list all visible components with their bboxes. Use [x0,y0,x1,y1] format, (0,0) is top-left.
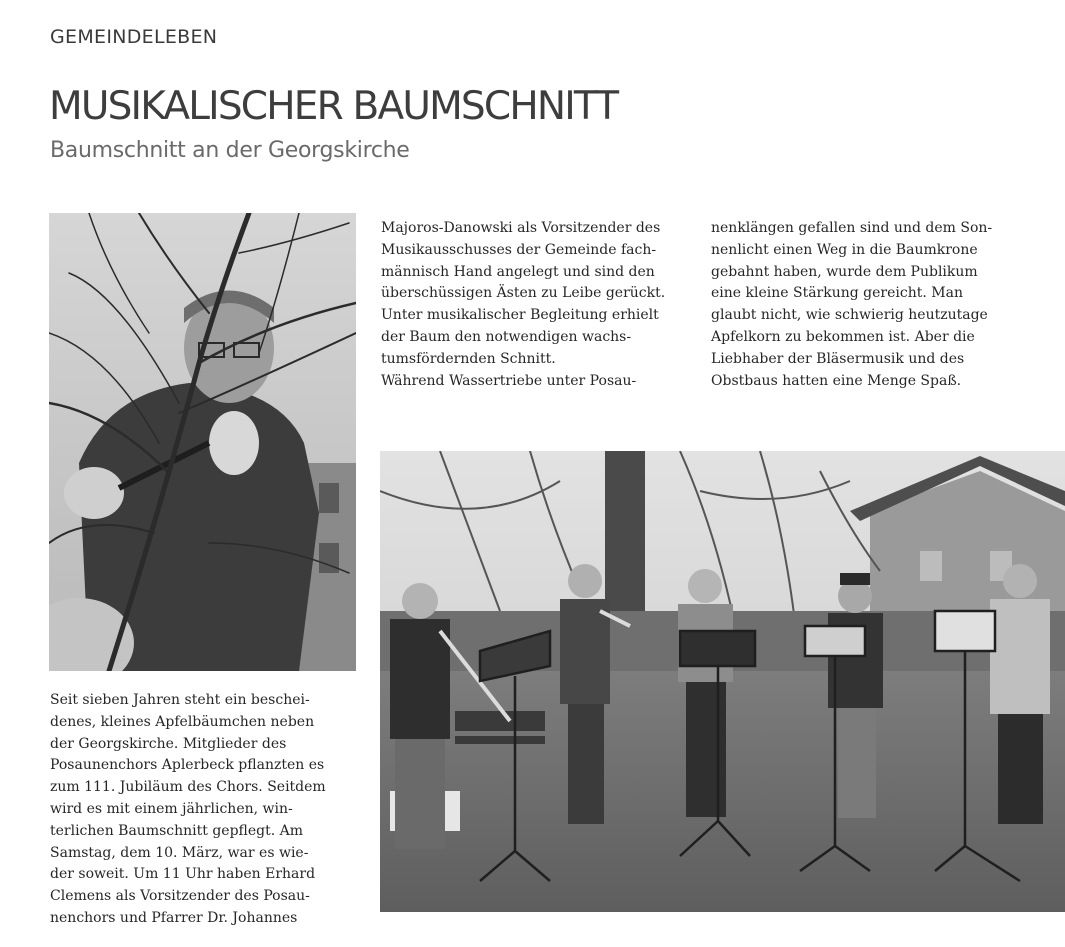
section-label: GEMEINDELEBEN [50,26,218,48]
text-line: Unter musikalischer Begleitung erhielt [381,307,659,324]
text-line: gebahnt haben, wurde dem Publikum [711,263,978,280]
text-line: Musikausschusses der Gemeinde fach- [381,241,657,258]
brass-ensemble-photo [380,451,1065,912]
text-line: Seit sieben Jahren steht ein beschei- [50,692,310,708]
text-line: überschüssigen Ästen zu Leibe gerückt. [381,285,666,302]
article-headline: MUSIKALISCHER BAUMSCHNITT [49,84,618,129]
article-column-left [50,690,360,930]
text-line: Clemens als Vorsitzender des Posau- [50,888,310,905]
article-column-middle [381,218,691,392]
text-line: wird es mit einem jährlichen, win- [50,800,293,817]
text-line: zum 111. Jubiläum des Chors. Seitdem [50,779,326,796]
pruning-photo [49,213,356,671]
article-subheadline: Baumschnitt an der Georgskirche [50,138,410,163]
text-line: Apfelkorn zu bekommen ist. Aber die [711,328,975,345]
text-line: männisch Hand angelegt und sind den [381,263,655,280]
text-line: tumsfördernden Schnitt. [381,350,556,367]
text-line: Liebhaber der Bläsermusik und des [711,350,965,367]
text-line: terlichen Baumschnitt gepflegt. Am [50,822,304,839]
text-line: der Baum den notwendigen wachs- [381,328,632,345]
text-line: der soweit. Um 11 Uhr haben Erhard [50,866,316,883]
text-line: nenlicht einen Weg in die Baumkrone [711,241,978,258]
text-line: Samstag, dem 10. März, war es wie- [50,844,309,861]
text-line: denes, kleines Apfelbäumchen neben [50,713,315,730]
text-line: Posaunenchors Aplerbeck pflanzten es [50,757,325,774]
text-line: nenklängen gefallen sind und dem Son- [711,220,993,236]
text-line: Während Wassertriebe unter Posau- [381,372,637,389]
text-line: Obstbaus hatten eine Menge Spaß. [711,372,962,389]
text-line: eine kleine Stärkung gereicht. Man [711,285,963,302]
text-line: glaubt nicht, wie schwierig heutzutage [711,307,988,324]
text-line: Majoros-Danowski als Vorsitzender des [381,220,661,236]
text-line: nenchors und Pfarrer Dr. Johannes [50,909,298,926]
text-line: der Georgskirche. Mitglieder des [50,735,287,752]
article-column-right [711,218,1031,392]
